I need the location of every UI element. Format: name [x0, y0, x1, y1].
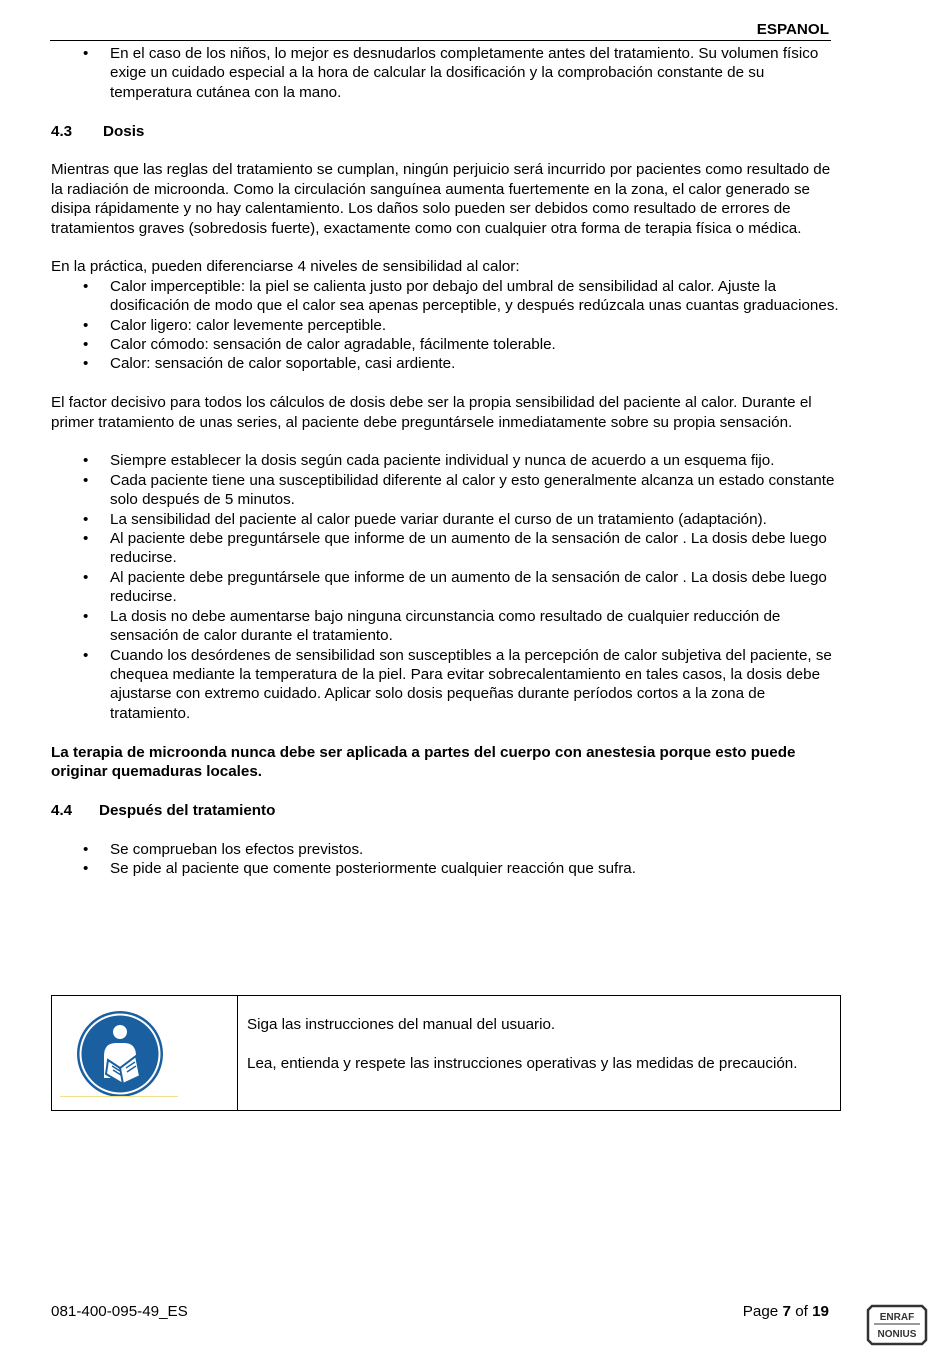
- page-indicator: [743, 1302, 829, 1321]
- notice-line: Siga las instrucciones del manual del usuario.: [247, 1016, 556, 1033]
- paragraph: El factor decisivo para todos los cálculos de dosis debe ser la propia sensibilidad del paciente al calor. Durante el primer tratamiento de unas series, al paciente debe preguntársele inmediatamente sobre su propia sensación.: [51, 394, 812, 431]
- list-item: • Calor: sensación de calor soportable, casi ardiente.: [51, 354, 841, 373]
- anesthesia-warning: La terapia de microonda nunca debe ser aplicada a partes del cuerpo con anestesia porque esto puede originar quemaduras locales.: [51, 743, 796, 780]
- page-total: 19: [812, 1303, 829, 1320]
- list-item: • Siempre establecer la dosis según cada paciente individual y nunca de acuerdo a un esquema fijo.: [51, 451, 841, 470]
- list-item: • La sensibilidad del paciente al calor puede variar durante el curso de un tratamiento (adaptación).: [51, 510, 841, 529]
- page-current: 7: [782, 1303, 791, 1320]
- list-item: • Al paciente debe preguntársele que informe de un aumento de la sensación de calor . La dosis debe luego reducirse.: [51, 529, 841, 568]
- document-number: 081-400-095-49_ES: [51, 1303, 188, 1320]
- header-language: ESPANOL: [756, 21, 829, 38]
- instructions-notice-table: [51, 995, 841, 1111]
- list-item: • Cuando los desórdenes de sensibilidad son susceptibles a la percepción de calor subjetiva del paciente, se chequea mediante la temperatura de la piel. Para evitar sobrecalentamiento en tales casos, la dosis debe ajustarse con extremo cuidado. Aplicar solo dosis pequeñas durante períodos cortos a la zona de tratamiento.: [51, 646, 841, 724]
- section-heading-4-3: [51, 122, 841, 141]
- page-of: of: [795, 1303, 808, 1320]
- paragraph: Mientras que las reglas del tratamiento se cumplan, ningún perjuicio será incurrido por pacientes como resultado de la radiación de microonda. Como la circulación sanguínea aumenta fuertemente en la zona, el calor generado se disipa rápidamente y no hay calentamiento. Los daños solo pueden ser debidos como resultado de errores de tratamientos graves (sobredosis fuerte), exactamente como con cualquier otra forma de terapia física o médica.: [51, 161, 831, 237]
- section-title: Después del tratamiento: [99, 801, 276, 819]
- page-label: Page: [742, 1303, 779, 1320]
- section-title: Dosis: [103, 122, 145, 140]
- notice-icon-cell: [52, 996, 238, 1110]
- list-item: • Al paciente debe preguntársele que informe de un aumento de la sensación de calor . La dosis debe luego reducirse.: [51, 568, 841, 607]
- section-number: 4.3: [51, 122, 73, 140]
- intro-bullet-list: [51, 44, 841, 102]
- after-treatment-list: [51, 840, 841, 879]
- section-number: 4.4: [51, 801, 73, 819]
- list-item: • Se comprueban los efectos previstos.: [51, 840, 841, 859]
- enraf-nonius-logo: [866, 1302, 928, 1348]
- logo-line1: ENRAF: [879, 1312, 915, 1323]
- list-item: • Calor imperceptible: la piel se calienta justo por debajo del umbral de sensibilidad al calor. Ajuste la dosificación de modo que el calor sea apenas perceptible, y después redúzcala unas cuantas graduaciones.: [51, 277, 841, 316]
- notice-text-cell: [238, 996, 840, 1110]
- logo-line2: NONIUS: [877, 1329, 917, 1340]
- sensitivity-levels-list: [51, 277, 841, 374]
- dosing-rules-list: [51, 451, 841, 723]
- list-item: • La dosis no debe aumentarse bajo ninguna circunstancia como resultado de cualquier reducción de sensación de calor durante el tratamiento.: [51, 607, 841, 646]
- document-body: [51, 44, 841, 878]
- list-item: • Calor ligero: calor levemente perceptible.: [51, 316, 841, 335]
- read-manual-icon: [76, 1010, 164, 1098]
- list-item: • Cada paciente tiene una susceptibilidad diferente al calor y esto generalmente alcanza un estado constante solo después de 5 minutos.: [51, 471, 841, 510]
- paragraph: En la práctica, pueden diferenciarse 4 niveles de sensibilidad al calor:: [51, 258, 520, 276]
- list-item: • Calor cómodo: sensación de calor agradable, fácilmente tolerable.: [51, 335, 841, 354]
- header-divider: [50, 40, 831, 41]
- section-heading-4-4: [51, 801, 841, 820]
- notice-line: Lea, entienda y respete las instrucciones operativas y las medidas de precaución.: [247, 1054, 798, 1072]
- icon-underline: [60, 1096, 178, 1097]
- list-item: • En el caso de los niños, lo mejor es desnudarlos completamente antes del tratamiento. Su volumen físico exige un cuidado especial a la hora de calcular la dosificación y la comprobación constante de su temperatura cutánea con la mano.: [51, 44, 841, 102]
- list-item: • Se pide al paciente que comente posteriormente cualquier reacción que sufra.: [51, 859, 841, 878]
